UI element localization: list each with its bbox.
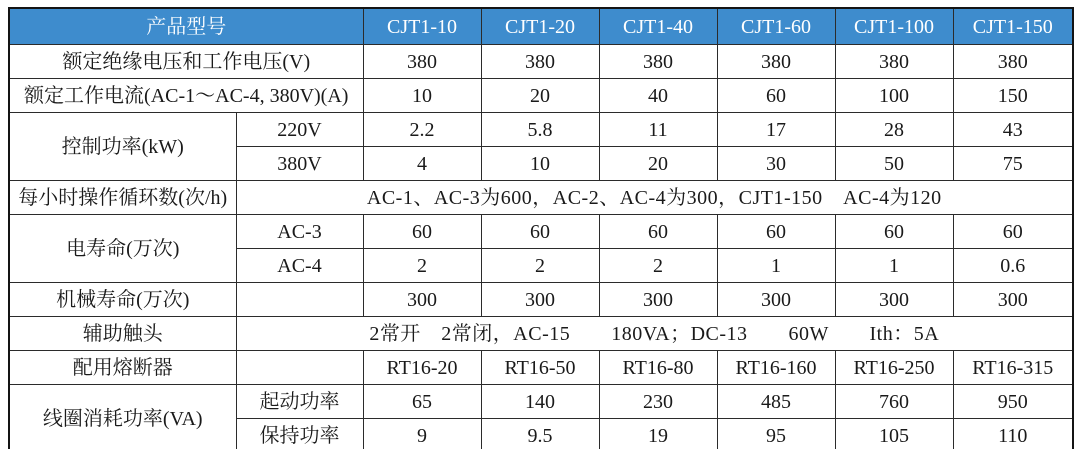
row-label-auxiliary-contact: 辅助触头 <box>9 317 236 351</box>
data-cell: 380 <box>363 45 481 79</box>
row-insulation-voltage <box>9 45 1073 79</box>
row-operating-cycles <box>9 181 1073 215</box>
data-cell: 60 <box>481 215 599 249</box>
data-cell: 60 <box>599 215 717 249</box>
header-row <box>9 8 1073 45</box>
data-cell: 40 <box>599 79 717 113</box>
data-cell: 65 <box>363 385 481 419</box>
data-cell: RT16-315 <box>953 351 1073 385</box>
data-cell: 60 <box>363 215 481 249</box>
row-label-electrical-life: 电寿命(万次) <box>9 215 236 283</box>
data-cell: 60 <box>717 215 835 249</box>
row-label-operating-cycles: 每小时操作循环数(次/h) <box>9 181 236 215</box>
data-cell: 17 <box>717 113 835 147</box>
row-coil-power-starting <box>9 385 1073 419</box>
row-control-power-220v <box>9 113 1073 147</box>
data-cell: 5.8 <box>481 113 599 147</box>
header-model-cjt1-150: CJT1-150 <box>953 8 1073 45</box>
data-cell: 2 <box>599 249 717 283</box>
data-cell: 19 <box>599 419 717 449</box>
sub-label-380v: 380V <box>236 147 363 181</box>
data-cell: 30 <box>717 147 835 181</box>
row-label-insulation-voltage: 额定绝缘电压和工作电压(V) <box>9 45 363 79</box>
data-cell: 100 <box>835 79 953 113</box>
data-cell: 43 <box>953 113 1073 147</box>
row-label-mechanical-life: 机械寿命(万次) <box>9 283 236 317</box>
data-cell: 105 <box>835 419 953 449</box>
data-cell: 140 <box>481 385 599 419</box>
sub-label-holding-power: 保持功率 <box>236 419 363 449</box>
header-model-cjt1-10: CJT1-10 <box>363 8 481 45</box>
sub-label-ac4: AC-4 <box>236 249 363 283</box>
data-cell: 380 <box>953 45 1073 79</box>
data-cell: RT16-80 <box>599 351 717 385</box>
header-model-cjt1-100: CJT1-100 <box>835 8 953 45</box>
data-cell: 1 <box>835 249 953 283</box>
header-model-cjt1-40: CJT1-40 <box>599 8 717 45</box>
data-cell: 380 <box>481 45 599 79</box>
data-cell: 4 <box>363 147 481 181</box>
data-cell: 20 <box>481 79 599 113</box>
sub-label-220v: 220V <box>236 113 363 147</box>
data-cell: 150 <box>953 79 1073 113</box>
data-cell: 9 <box>363 419 481 449</box>
data-cell: 950 <box>953 385 1073 419</box>
merged-value-operating-cycles: AC-1、AC-3为600，AC-2、AC-4为300，CJT1-150 AC-4为120 <box>236 181 1073 215</box>
row-label-rated-current: 额定工作电流(AC-1～AC-4, 380V)(A) <box>9 79 363 113</box>
data-cell: 300 <box>717 283 835 317</box>
row-label-coil-power: 线圈消耗功率(VA) <box>9 385 236 449</box>
data-cell: 760 <box>835 385 953 419</box>
data-cell: 300 <box>599 283 717 317</box>
data-cell: 20 <box>599 147 717 181</box>
row-rated-current <box>9 79 1073 113</box>
data-cell: 485 <box>717 385 835 419</box>
data-cell: 300 <box>481 283 599 317</box>
row-auxiliary-contact <box>9 317 1073 351</box>
header-model-cjt1-20: CJT1-20 <box>481 8 599 45</box>
data-cell: 1 <box>717 249 835 283</box>
data-cell: 60 <box>835 215 953 249</box>
data-cell: 2 <box>363 249 481 283</box>
row-electrical-life-ac3 <box>9 215 1073 249</box>
row-label-fuse: 配用熔断器 <box>9 351 236 385</box>
header-model-cjt1-60: CJT1-60 <box>717 8 835 45</box>
data-cell: 300 <box>835 283 953 317</box>
data-cell: 110 <box>953 419 1073 449</box>
row-fuse <box>9 351 1073 385</box>
data-cell: 60 <box>953 215 1073 249</box>
data-cell: RT16-50 <box>481 351 599 385</box>
data-cell: RT16-160 <box>717 351 835 385</box>
data-cell: 300 <box>953 283 1073 317</box>
merged-value-auxiliary-contact: 2常开 2常闭，AC-15 180VA；DC-13 60W Ith：5A <box>236 317 1073 351</box>
data-cell: 50 <box>835 147 953 181</box>
row-mechanical-life <box>9 283 1073 317</box>
data-cell: 380 <box>835 45 953 79</box>
data-cell: 95 <box>717 419 835 449</box>
row-label-control-power: 控制功率(kW) <box>9 113 236 181</box>
data-cell: RT16-20 <box>363 351 481 385</box>
data-cell: 60 <box>717 79 835 113</box>
data-cell: RT16-250 <box>835 351 953 385</box>
header-product-model: 产品型号 <box>9 8 363 45</box>
data-cell: 10 <box>481 147 599 181</box>
empty-cell <box>236 351 363 385</box>
data-cell: 11 <box>599 113 717 147</box>
data-cell: 230 <box>599 385 717 419</box>
empty-cell <box>236 283 363 317</box>
sub-label-starting-power: 起动功率 <box>236 385 363 419</box>
sub-label-ac3: AC-3 <box>236 215 363 249</box>
data-cell: 2 <box>481 249 599 283</box>
data-cell: 9.5 <box>481 419 599 449</box>
data-cell: 380 <box>717 45 835 79</box>
data-cell: 2.2 <box>363 113 481 147</box>
data-cell: 380 <box>599 45 717 79</box>
data-cell: 28 <box>835 113 953 147</box>
data-cell: 75 <box>953 147 1073 181</box>
data-cell: 0.6 <box>953 249 1073 283</box>
data-cell: 300 <box>363 283 481 317</box>
data-cell: 10 <box>363 79 481 113</box>
spec-table <box>8 7 1074 449</box>
